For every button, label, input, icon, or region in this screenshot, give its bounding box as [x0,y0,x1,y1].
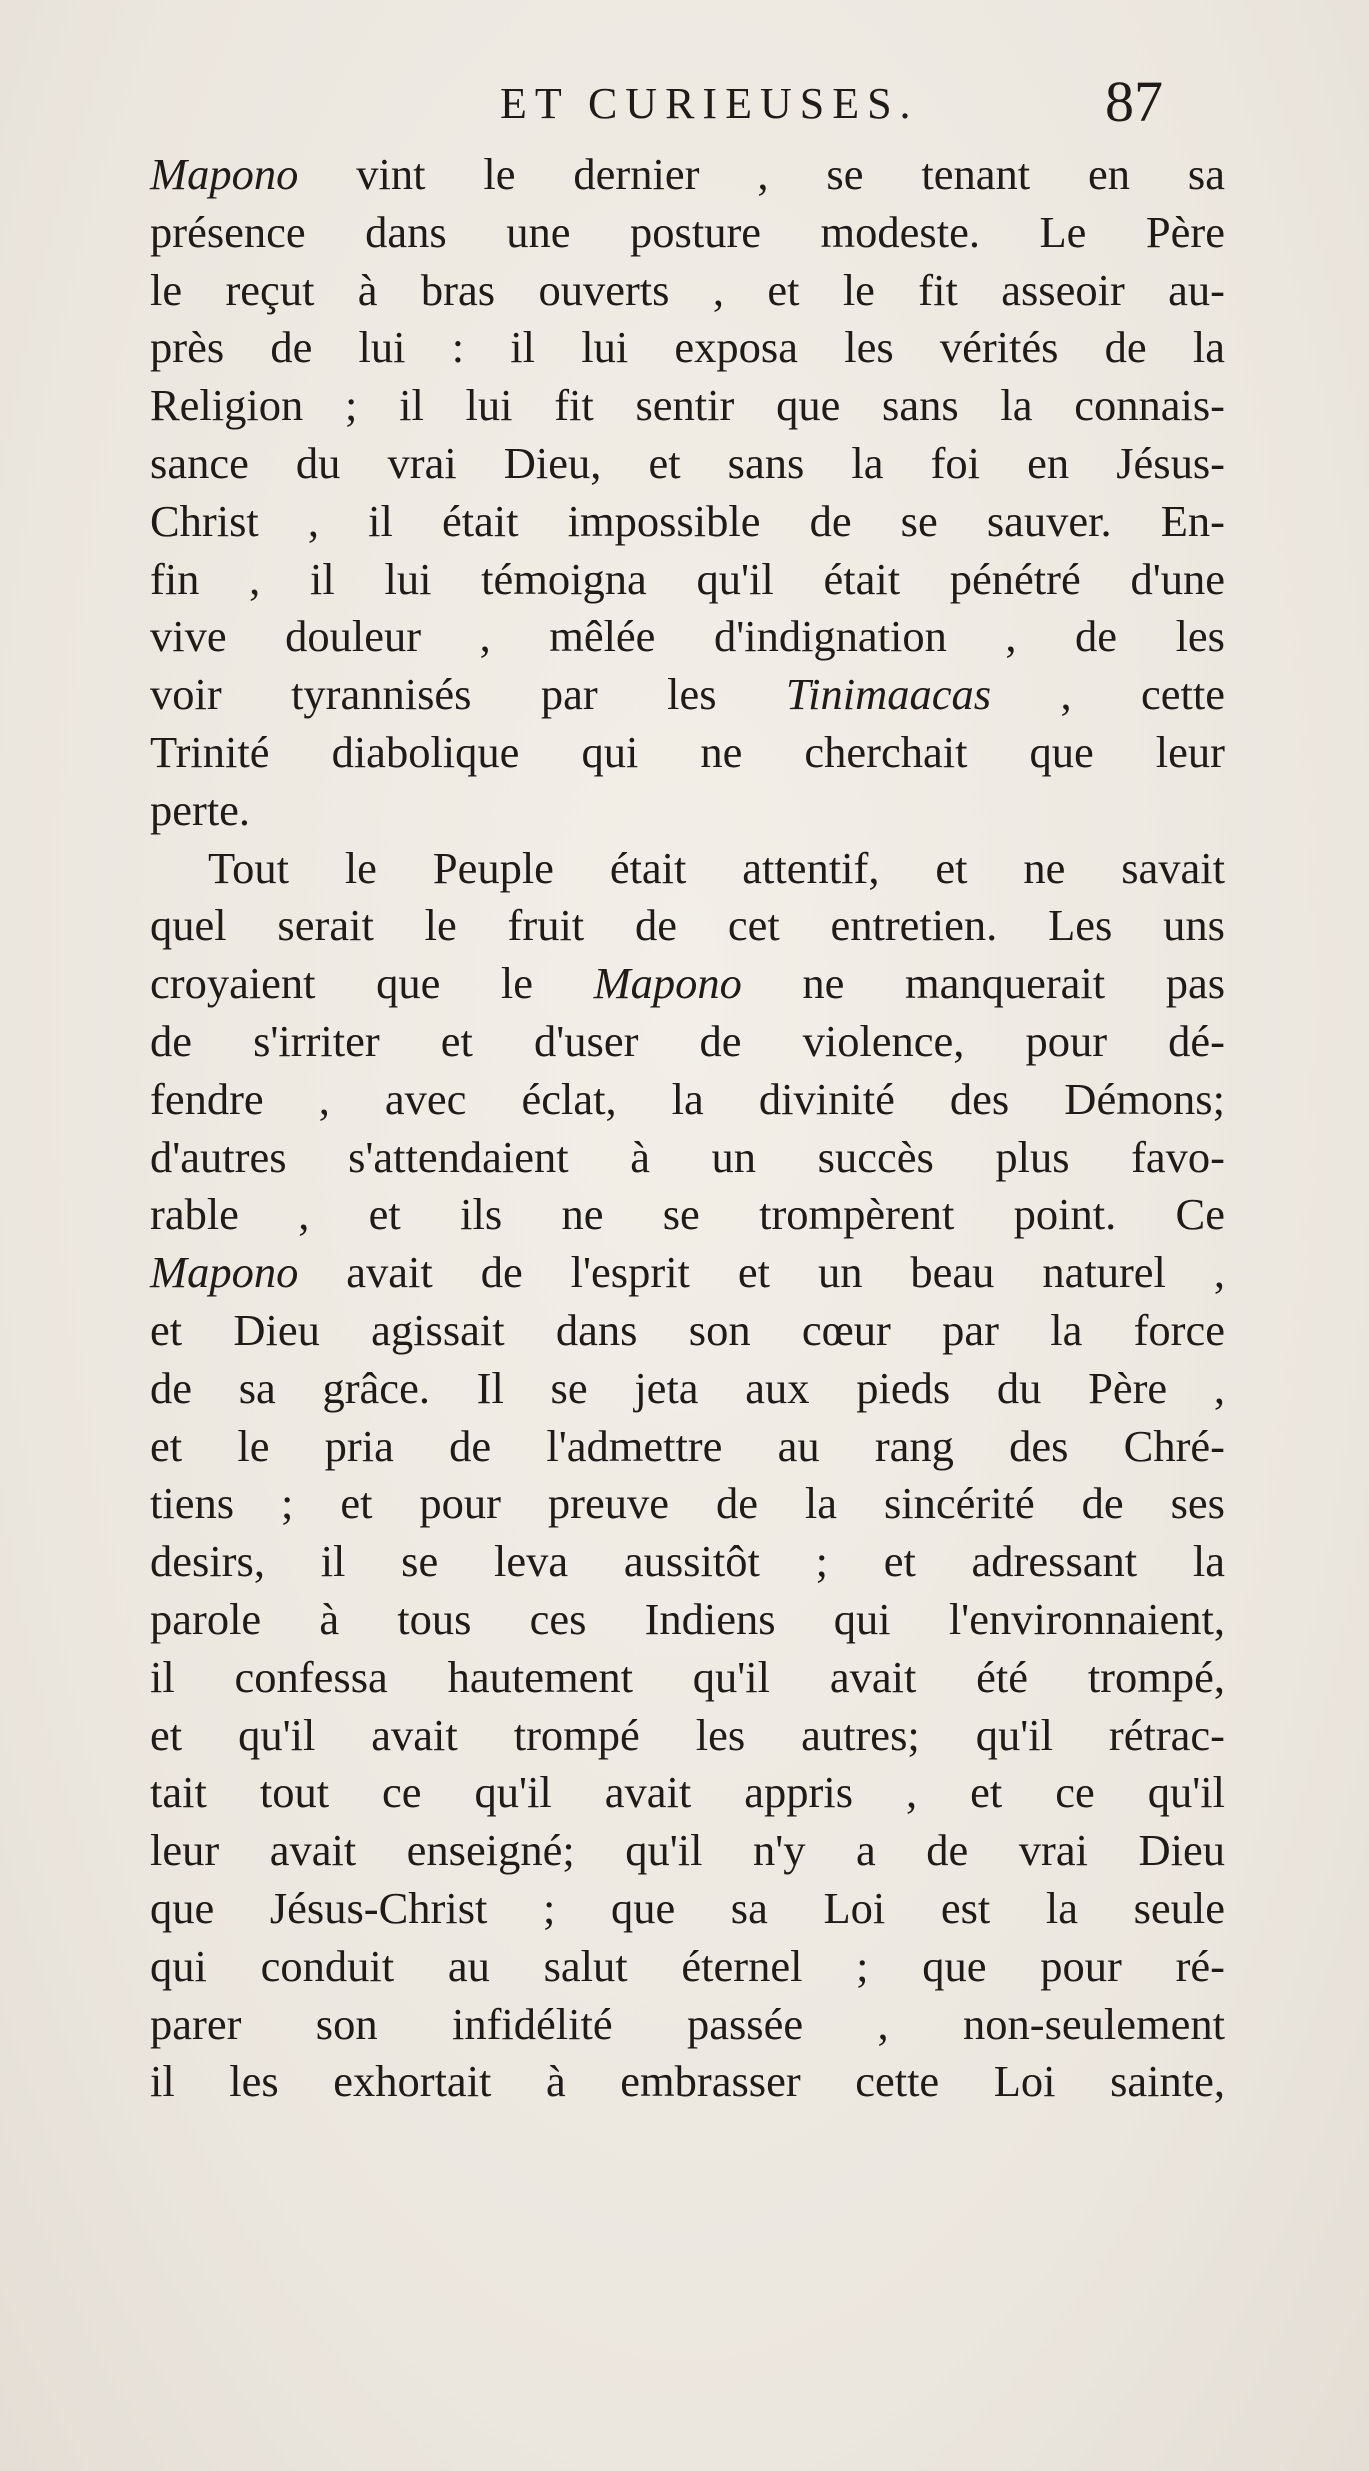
name-mapono: Mapono [593,958,742,1009]
text-line: parole à tous ces Indiens qui l'environnaient, [150,1593,1225,1644]
text-line: Religion ; il lui fit sentir que sans la connais- [150,380,1225,431]
text-line: Mapono vint le dernier , se tenant en sa [150,149,1225,199]
name-mapono: Mapono [150,149,299,199]
text-line: de s'irriter et d'user de violence, pour dé- [150,1015,1225,1066]
text-line: près de lui : il lui exposa les vérités de la [150,322,1225,373]
text-line: Trinité diabolique qui ne cherchait que leur [150,726,1225,777]
body-text [150,146,1225,2111]
text-line: présence dans une posture modeste. Le Père [150,206,1225,257]
text-line: il les exhortait à embrasser cette Loi sainte, [150,2056,1225,2107]
text-line: il confessa hautement qu'il avait été trompé, [150,1651,1225,1702]
running-title: ET CURIEUSES. [500,79,919,128]
text-line: le reçut à bras ouverts , et le fit asseoir au- [150,264,1225,315]
text-line: desirs, il se leva aussitôt ; et adressant la [150,1536,1225,1587]
text-line: et Dieu agissait dans son cœur par la force [150,1304,1225,1355]
page-number: 87 [1105,69,1163,134]
text-line: de sa grâce. Il se jeta aux pieds du Père , [150,1362,1225,1413]
text-line: et qu'il avait trompé les autres; qu'il rétrac- [150,1709,1225,1760]
text-line: fin , il lui témoigna qu'il était pénétré d'une [150,553,1225,604]
text-line: quel serait le fruit de cet entretien. Les uns [150,900,1225,951]
name-tinimaacas: Tinimaacas [785,669,992,720]
text-line: tiens ; et pour preuve de la sincérité de ses [150,1478,1225,1529]
text-line: et le pria de l'admettre au rang des Chré- [150,1420,1225,1471]
running-header [0,68,1369,148]
text-line: Mapono avait de l'esprit et un beau naturel , [150,1247,1225,1298]
text-line: tait tout ce qu'il avait appris , et ce qu'il [150,1767,1225,1818]
text-line: croyaient que le Mapono ne manquerait pas [150,958,1226,1009]
text-line: fendre , avec éclat, la divinité des Démons; [150,1073,1225,1124]
text-line: qui conduit au salut éternel ; que pour ré- [150,1940,1225,1991]
text-line: rable , et ils ne se trompèrent point. Ce [150,1189,1225,1240]
text-line: vive douleur , mêlée d'indignation , de les [150,611,1225,662]
text-line: d'autres s'attendaient à un succès plus favo- [150,1131,1225,1182]
text-line: Christ , il était impossible de se sauver. En- [150,495,1225,546]
text-line: sance du vrai Dieu, et sans la foi en Jésus- [150,437,1225,488]
name-mapono: Mapono [150,1247,299,1298]
text-line: voir tyrannisés par les Tinimaacas , cette [150,669,1225,720]
text-line: que Jésus-Christ ; que sa Loi est la seule [150,1882,1225,1933]
paragraph-end-line: perte. [150,784,251,835]
text-line: leur avait enseigné; qu'il n'y a de vrai Dieu [150,1825,1225,1876]
text-line: parer son infidélité passée , non-seulement [150,1998,1225,2049]
paragraph-start-line: Tout le Peuple était attentif, et ne savait [208,842,1225,893]
